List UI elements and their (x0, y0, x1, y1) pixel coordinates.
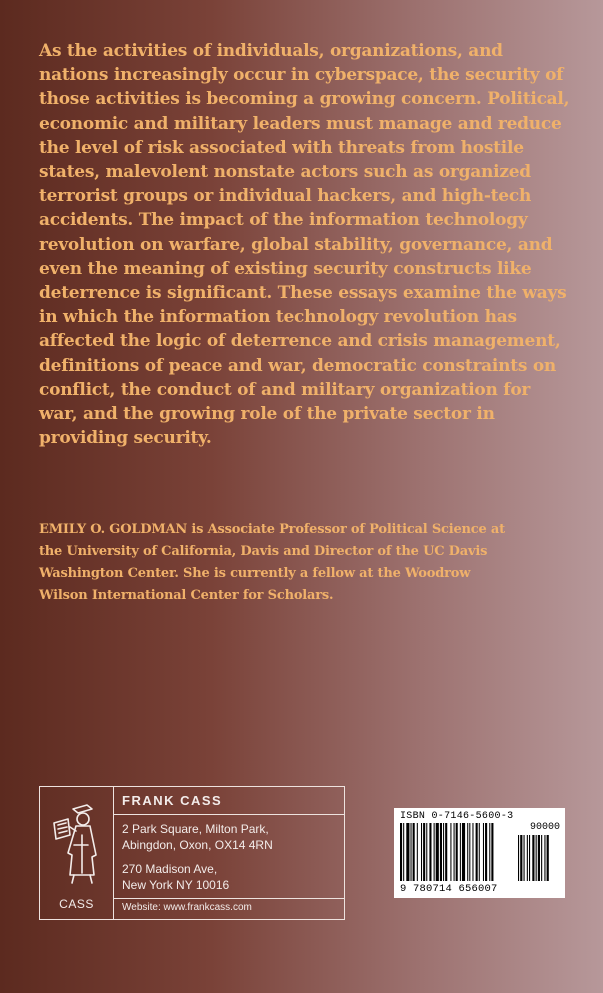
bio-line: Wilson International Center for Scholars. (39, 588, 334, 603)
blurb-line: those activities is becoming a growing concern. Political, (39, 89, 570, 110)
barcode-addon-bar (547, 835, 549, 881)
blurb-line: providing security. (39, 428, 212, 449)
barcode-addon-bar (538, 835, 540, 881)
publisher-logo-text: CASS (59, 897, 94, 911)
barcode-bar (421, 823, 422, 881)
barcode-bar (450, 823, 451, 881)
blurb-line: terrorist groups or individual hackers, and high-tech (39, 186, 532, 207)
barcode-addon-bar (527, 835, 528, 881)
blurb-line: economic and military leaders must manage and reduce (39, 113, 562, 134)
bio-line: Washington Center. She is currently a fellow at the Woodrow (39, 566, 471, 581)
barcode-bar (403, 823, 404, 881)
barcode-digits: 9 780714 656007 (400, 883, 498, 895)
barcode-bar (454, 823, 455, 881)
barcode-bar (491, 823, 493, 881)
scholar-figure-icon (48, 795, 106, 891)
barcode-bar (440, 823, 442, 881)
barcode-addon-bar (529, 835, 530, 881)
address-us (122, 861, 332, 893)
address-line: 270 Madison Ave, (122, 862, 218, 876)
blurb-line: affected the logic of deterrence and crisis management, (39, 331, 561, 352)
blurb-line: definitions of peace and war, democratic constraints on (39, 355, 557, 376)
barcode-bar (426, 823, 427, 881)
address-uk (122, 821, 332, 853)
divider (113, 814, 344, 815)
blurb-line: revolution on warfare, global stability, governance, and (39, 234, 553, 255)
author-bio (39, 519, 584, 607)
barcode-bar (479, 823, 480, 881)
barcode-addon-bar (541, 835, 542, 881)
barcode-bar (485, 823, 487, 881)
isbn-number: ISBN 0-7146-5600-3 (400, 811, 514, 822)
blurb-line: nations increasingly occur in cyberspace, the security of (39, 65, 564, 86)
address-line: New York NY 10016 (122, 878, 230, 892)
barcode-bar (489, 823, 490, 881)
barcode-bar (429, 823, 431, 881)
bio-line: the University of California, Davis and Director of the UC Davis (39, 544, 488, 559)
blurb-line: conflict, the conduct of and military organization for (39, 379, 531, 400)
blurb-line: war, and the growing role of the private sector in (39, 404, 495, 425)
publisher-logo-panel (40, 787, 114, 919)
barcode-bar (483, 823, 484, 881)
blurb-line: states, malevolent nonstate actors such as organized (39, 162, 531, 183)
barcode-bar (400, 823, 402, 881)
divider (113, 898, 344, 899)
barcode-bar (445, 823, 447, 881)
barcode-bar (417, 823, 418, 881)
barcode-bar (436, 823, 439, 881)
blurb-line: in which the information technology revolution has (39, 307, 517, 328)
address-line: Abingdon, Oxon, OX14 4RN (122, 838, 273, 852)
blurb-paragraph (39, 39, 584, 450)
barcode-addon: 90000 (529, 822, 560, 833)
blurb-line: the level of risk associated with threats from hostile (39, 137, 524, 158)
barcode-addon-bar (544, 835, 545, 881)
publisher-box (39, 786, 345, 920)
barcode-bar (472, 823, 473, 881)
isbn-barcode (394, 808, 565, 898)
barcode-addon-bar (520, 835, 522, 881)
barcode-bar (413, 823, 415, 881)
barcode-bar (467, 823, 468, 881)
blurb-line: deterrence is significant. These essays examine the ways (39, 283, 567, 304)
bio-line: EMILY O. GOLDMAN is Associate Professor of Political Science at (39, 522, 505, 537)
publisher-name: FRANK CASS (122, 793, 223, 808)
barcode-addon-bar (518, 835, 519, 881)
barcode-addon-bar (532, 835, 534, 881)
barcode-bar (456, 823, 458, 881)
barcode-bar (462, 823, 465, 881)
blurb-line: accidents. The impact of the information technology (39, 210, 528, 231)
blurb-line: even the meaning of existing security constructs like (39, 258, 532, 279)
address-line: 2 Park Square, Milton Park, (122, 822, 269, 836)
blurb-line: As the activities of individuals, organizations, and (39, 41, 503, 61)
barcode-bar (434, 823, 435, 881)
barcode-bar (411, 823, 412, 881)
barcode-bar (469, 823, 470, 881)
barcode-bar (443, 823, 444, 881)
barcode-addon-bar (524, 835, 525, 881)
publisher-website: Website: www.frankcass.com (122, 902, 252, 913)
barcode-bar (460, 823, 461, 881)
barcode-bar (476, 823, 478, 881)
barcode-bar (423, 823, 425, 881)
barcode-addon-bar (536, 835, 537, 881)
barcode-bar (406, 823, 409, 881)
